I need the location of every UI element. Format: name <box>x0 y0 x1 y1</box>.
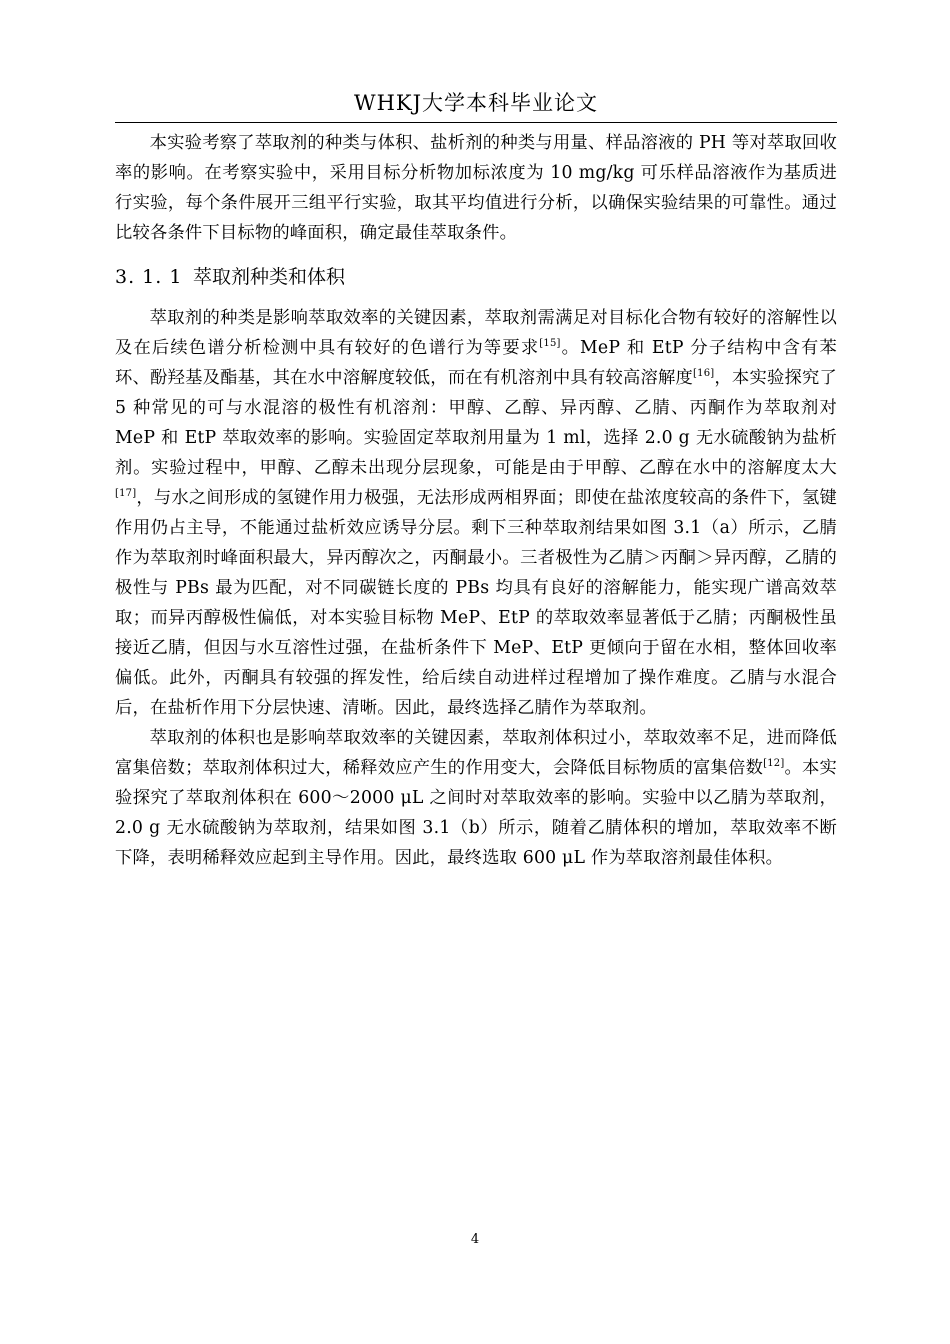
extractant-type-paragraph <box>115 303 837 723</box>
page-number: 4 <box>470 1232 480 1247</box>
extractant-volume-paragraph <box>115 723 837 873</box>
citation-15: [15] <box>539 338 561 349</box>
citation-17: [17] <box>115 488 137 499</box>
para2-text-1: 萃取剂的体积也是影响萃取效率的关键因素，萃取剂体积过小，萃取效率不足，进而降低富集倍数；萃取剂体积过大，稀释效应产生的作用变大，会降低目标物质的富集倍数 <box>115 728 837 778</box>
para1-text-4: ，与水之间形成的氢键作用力极强，无法形成两相界面；即使在盐浓度较高的条件下，氢键作用仍占主导，不能通过盐析效应诱导分层。剩下三种萃取剂结果如图 3.1（a）所示，乙腈作为萃取剂时峰面积最大，异丙醇次之，丙酮最小。三者极性为乙腈＞丙酮＞异丙醇，乙腈的极性与 PBs 最为匹配，对不同碳链长度的 PBs 均具有良好的溶解能力，能实现广谱高效萃取；而异丙醇极性偏低，对本实验目标物 MeP、EtP 的萃取效率显著低于乙腈；丙酮极性虽接近乙腈，但因与水互溶性过强，在盐析条件下 MeP、EtP 更倾向于留在水相，整体回收率偏低。此外，丙酮具有较强的挥发性，给后续自动进样过程增加了操作难度。乙腈与水混合后，在盐析作用下分层快速、清晰。因此，最终选择乙腈作为萃取剂。 <box>115 488 837 718</box>
para2-text-2: 。本实验探究了萃取剂体积在 600～2000 μL 之间时对萃取效率的影响。实验中以乙腈为萃取剂，2.0 g 无水硫酸钠为萃取剂，结果如图 3.1（b）所示，随着乙腈体积的增加，萃取效率不断下降，表明稀释效应起到主导作用。因此，最终选取 600 μL 作为萃取溶剂最佳体积。 <box>115 758 837 868</box>
page-header-title: WHKJ大学本科毕业论文 <box>353 91 598 115</box>
section-title: 萃取剂种类和体积 <box>193 266 346 288</box>
page-body <box>115 128 837 873</box>
section-heading <box>115 258 837 296</box>
para1-text-1: 萃取剂的种类是影响萃取效率的关键因素，萃取剂需满足对目标化合物有较好的溶解性以及在后续色谱分析检测中具有较好的色谱行为等要求 <box>115 308 837 358</box>
para1-text-2: 。MeP 和 EtP 分子结构中含有苯环、酚羟基及酯基，其在水中溶解度较低，而在有机溶剂中具有较高溶解度 <box>115 338 837 388</box>
section-number: 3. 1. 1 <box>115 266 183 288</box>
intro-paragraph: 本实验考察了萃取剂的种类与体积、盐析剂的种类与用量、样品溶液的 PH 等对萃取回收率的影响。在考察实验中，采用目标分析物加标浓度为 10 mg/kg 可乐样品溶液作为基质进行实验，每个条件展开三组平行实验，取其平均值进行分析，以确保实验结果的可靠性。通过比较各条件下目标物的峰面积，确定最佳萃取条件。 <box>115 133 837 243</box>
para1-text-3: ，本实验探究了 5 种常见的可与水混溶的极性有机溶剂：甲醇、乙醇、异丙醇、乙腈、丙酮作为萃取剂对 MeP 和 EtP 萃取效率的影响。实验固定萃取剂用量为 1 ml，选择 2.0 g 无水硫酸钠为盐析剂。实验过程中，甲醇、乙醇未出现分层现象，可能是由于甲醇、乙醇在水中的溶解度太大 <box>115 368 837 478</box>
citation-12: [12] <box>763 758 785 769</box>
header-divider <box>115 122 837 123</box>
citation-16: [16] <box>693 368 715 379</box>
